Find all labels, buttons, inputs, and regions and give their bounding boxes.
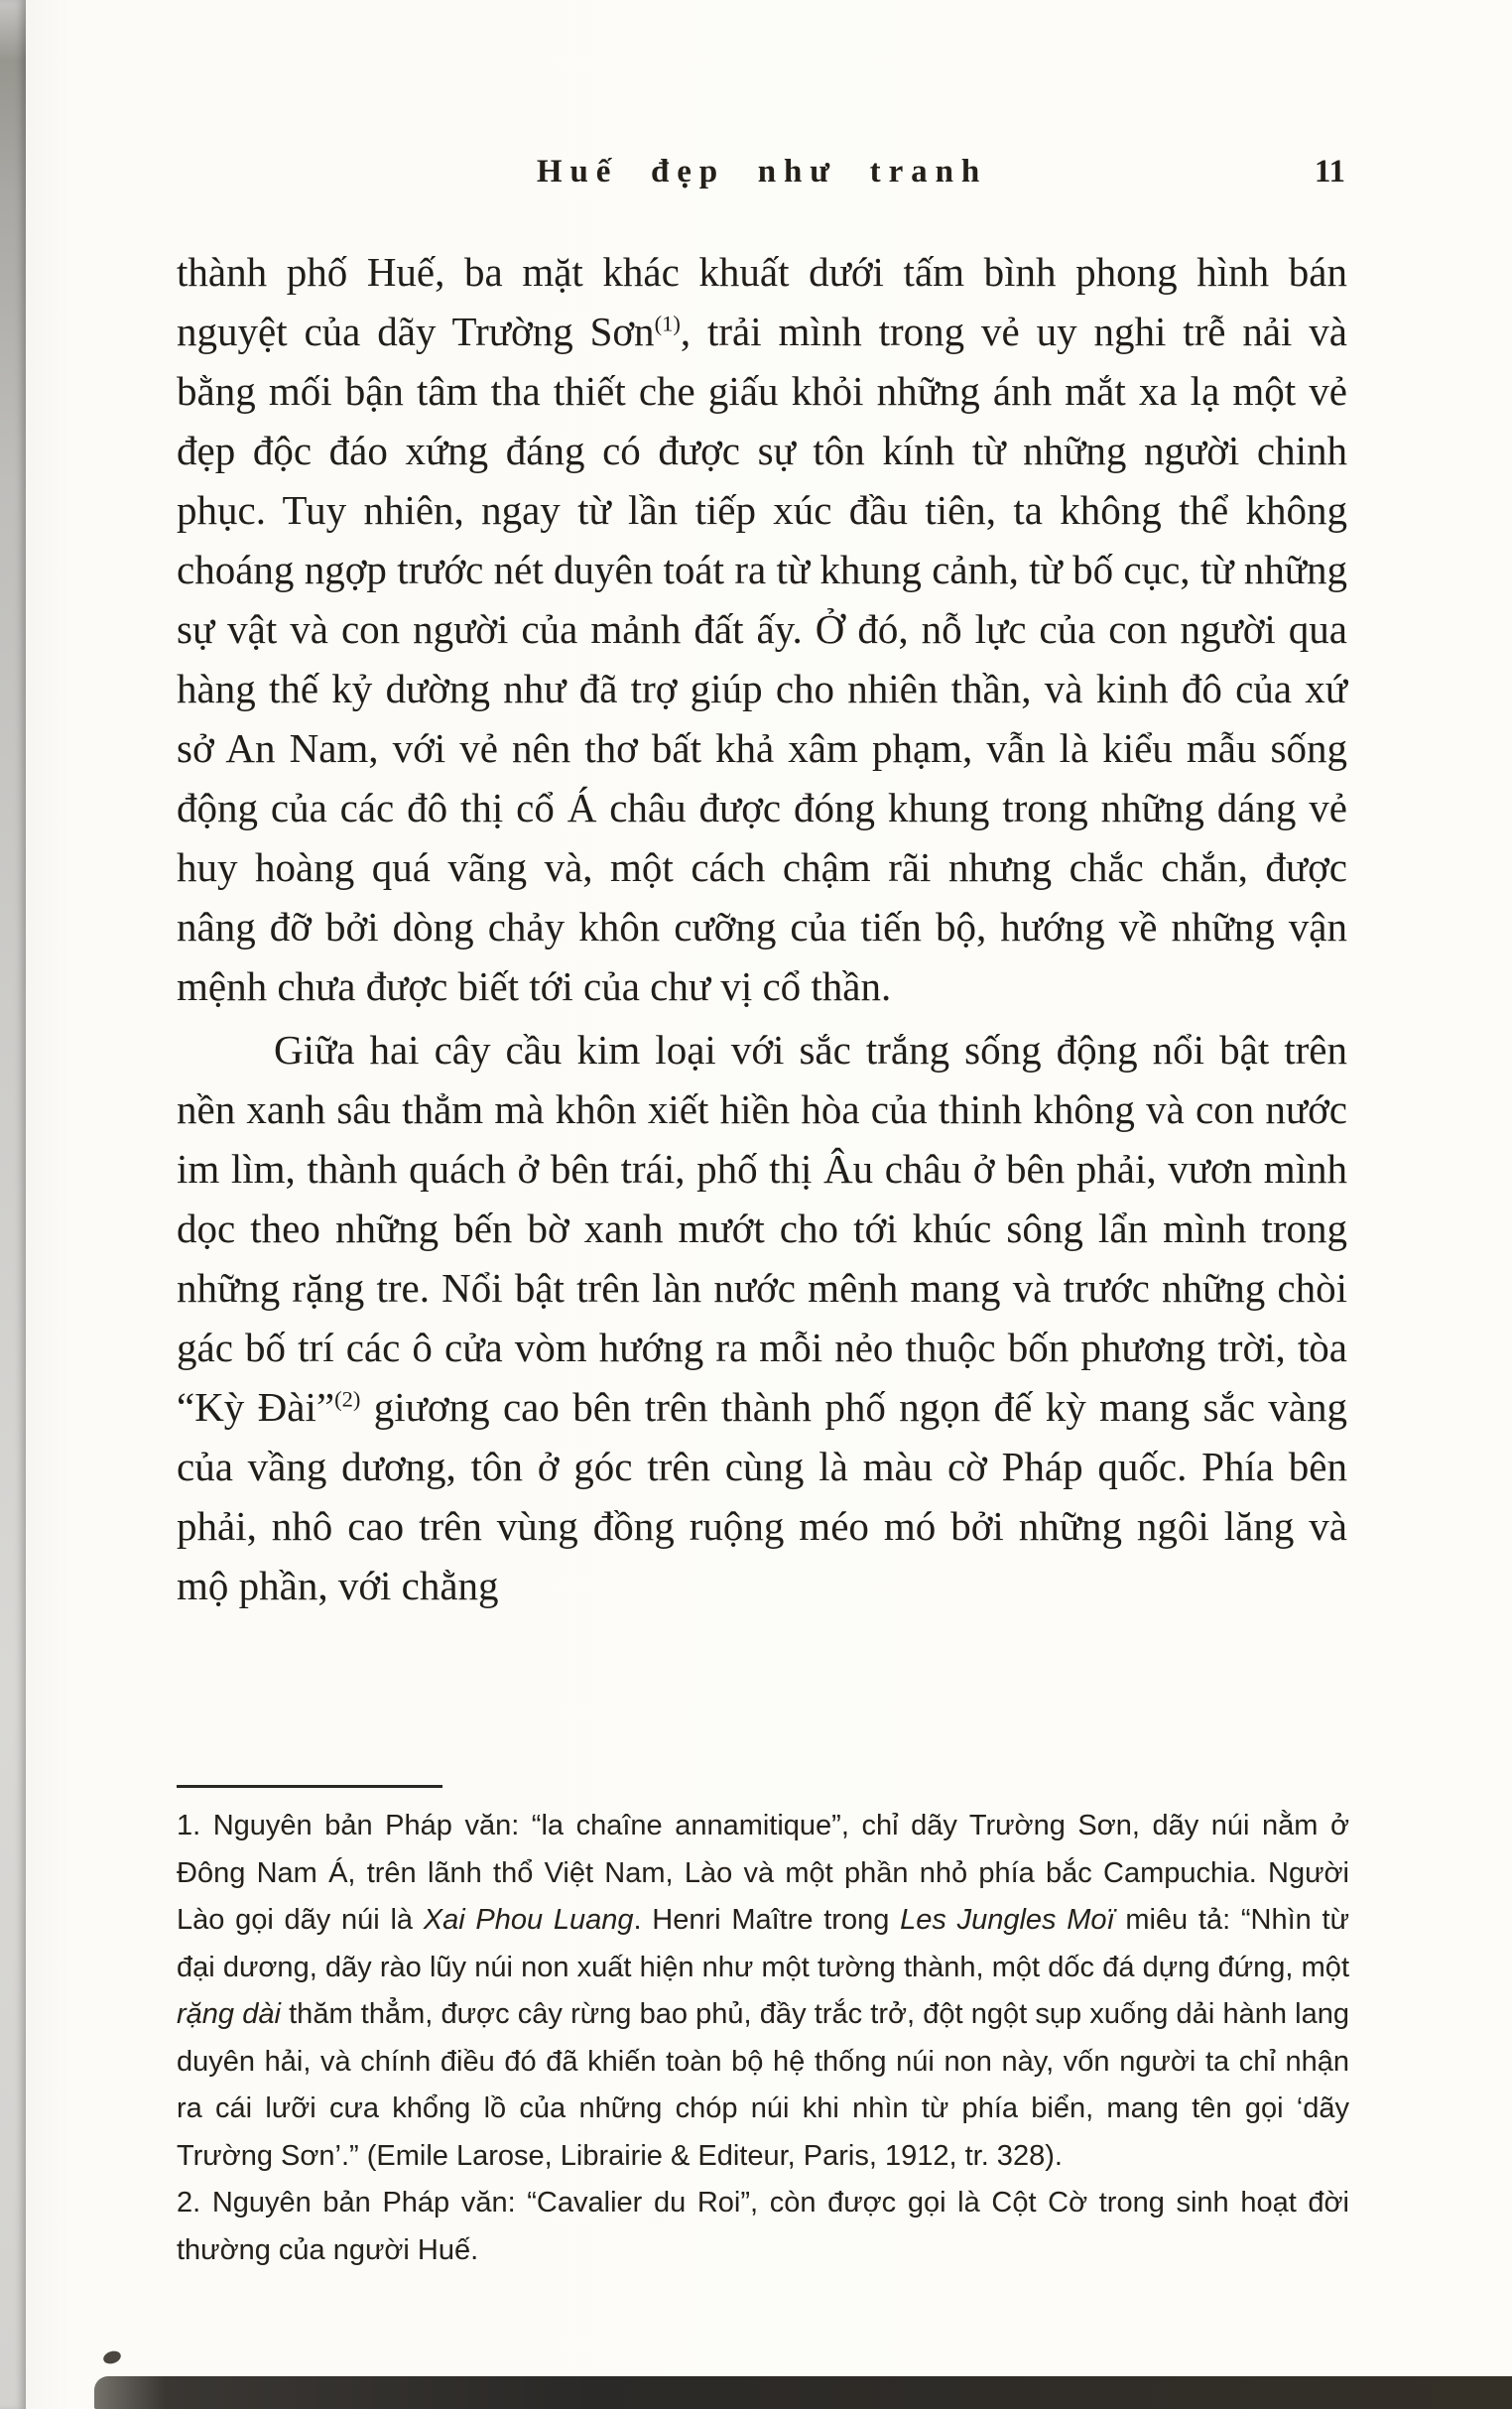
text-run: thăm thẳm, được cây rừng bao phủ, đầy trắc trở, đột ngột sụp xuống dải hành lang duyên hải, và chính điều đó đã khiến toàn bộ hệ thống núi non này, vốn người ta chỉ nhận ra cái lưỡi cưa khổng lồ của những chóp núi khi nhìn từ phía biển, mang tên gọi ‘dãy Trường Sơn’.” (Emile Larose, Librairie & Editeur, Paris, 1912, tr. 328).: [177, 1998, 1349, 2172]
italic-text-run: Les Jungles Moï: [900, 1904, 1115, 1936]
footnote-2: [177, 2180, 1349, 2274]
footnote-marker: (1): [654, 311, 681, 336]
text-run: giương cao bên trên thành phố ngọn đế kỳ mang sắc vàng của vầng dương, tôn ở góc trên cùng là màu cờ Pháp quốc. Phía bên phải, nhô cao trên vùng đồng ruộng méo mó bởi những ngôi lăng và mộ phần, với chằng: [177, 1384, 1348, 1608]
text-run: Giữa hai cây cầu kim loại với sắc trắng sống động nổi bật trên nền xanh sâu thẳm mà khôn xiết hiền hòa của thinh không và con nước im lìm, thành quách ở bên trái, phố thị Âu châu ở bên phải, vươn mình dọc theo những bến bờ xanh mướt cho tới khúc sông lẩn mình trong những rặng tre. Nổi bật trên làn nước mênh mang và trước những chòi gác bố trí các ô cửa vòm hướng ra mỗi nẻo thuộc bốn phương trời, tòa “Kỳ Đài”: [177, 1027, 1347, 1430]
italic-text-run: rặng dài: [177, 1998, 281, 2030]
footnote-marker: (2): [334, 1386, 361, 1412]
scan-bottom-edge: [94, 2376, 1512, 2409]
text-run: 2. Nguyên bản Pháp văn: “Cavalier du Roi”, còn được gọi là Cột Cờ trong sinh hoạt đời thường của người Huế.: [177, 2187, 1349, 2266]
page-header: [177, 149, 1347, 194]
text-run: . Henri Maître trong: [633, 1904, 901, 1936]
text-run: , trải mình trong vẻ uy nghi trễ nải và bằng mối bận tâm tha thiết che giấu khỏi những ánh mắt xa lạ một vẻ đẹp độc đáo xứng đáng có được sự tôn kính từ những người chinh phục. Tuy nhiên, ngay từ lần tiếp xúc đầu tiên, ta không thể không choáng ngợp trước nét duyên toát ra từ khung cảnh, từ bố cục, từ những sự vật và con người của mảnh đất ấy. Ở đó, nỗ lực của con người qua hàng thế kỷ dường như đã trợ giúp cho nhiên thần, và kinh đô của xứ sở An Nam, với vẻ nên thơ bất khả xâm phạm, vẫn là kiểu mẫu sống động của các đô thị cổ Á châu được đóng khung trong những dáng vẻ huy hoàng quá vãng và, một cách chậm rãi nhưng chắc chắn, được nâng đỡ bởi dòng chảy khôn cưỡng của tiến bộ, hướng về những vận mệnh chưa được biết tới của chư vị cổ thần.: [177, 309, 1347, 1009]
footnotes: [177, 1803, 1349, 2274]
text-run: miêu tả: “Nhìn từ đại dương, dãy rào lũy núi non xuất hiện như một tường thành, một dốc đá dựng đứng, một: [177, 1904, 1349, 1983]
scan-ink-speck: [102, 2349, 123, 2366]
scan-binding-edge: [0, 0, 26, 2409]
paragraph-2: [177, 1020, 1347, 1615]
footnote-rule: [177, 1785, 442, 1788]
italic-text-run: Xai Phou Luang: [423, 1904, 634, 1936]
running-title: Huế đẹp như tranh: [536, 154, 988, 190]
page-number: 11: [1314, 154, 1345, 190]
text-run: thành phố Huế, ba mặt khác khuất dưới tấm bình phong hình bán nguyệt của dãy Trường Sơn: [177, 249, 1347, 354]
text-run: 1. Nguyên bản Pháp văn: “la chaîne annamitique”, chỉ dãy Trường Sơn, dãy núi nằm ở Đông Nam Á, trên lãnh thổ Việt Nam, Lào và một phần nhỏ phía bắc Campuchia. Người Lào gọi dãy núi là: [177, 1810, 1349, 1936]
body-text: [177, 242, 1347, 1615]
footnote-1: [177, 1803, 1349, 2180]
paragraph-1: [177, 242, 1347, 1016]
